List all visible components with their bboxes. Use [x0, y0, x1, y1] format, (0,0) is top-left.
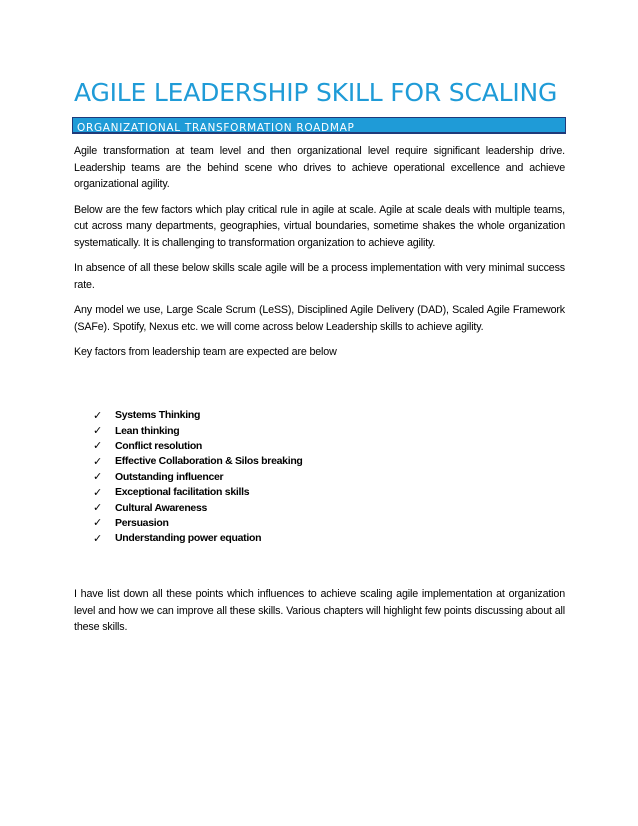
page-title: AGILE LEADERSHIP SKILL FOR SCALING — [74, 78, 558, 107]
paragraph-factors: Below are the few factors which play critical rule in agile at scale. Agile at scale deals with multiple teams, cut across many departments, geographies, virtual boundaries, sometime shakes the whole organization systematically. It is challenging to transformation organization to achieve agility. — [74, 203, 565, 249]
checklist-item — [93, 454, 565, 469]
paragraph-key-factors: Key factors from leadership team are expected are below — [74, 346, 337, 358]
checklist-item-label: Conflict resolution — [115, 439, 203, 452]
paragraph-intro: Agile transformation at team level and then organizational level require significant leadership drive. Leadership teams are the behind scene who drives to achieve operational excellence and achieve organizational agility. — [74, 145, 565, 190]
check-mark-icon: ✓ — [93, 424, 102, 438]
spacer — [74, 370, 565, 408]
checklist-item — [93, 484, 565, 499]
checklist-item — [93, 531, 565, 546]
subtitle-text: ORGANIZATIONAL TRANSFORMATION ROADMAP — [77, 122, 355, 134]
checklist-item-label: Persuasion — [115, 516, 169, 529]
check-mark-icon: ✓ — [93, 485, 102, 499]
checklist-item-label: Outstanding influencer — [115, 470, 224, 483]
check-mark-icon: ✓ — [93, 439, 102, 453]
check-mark-icon: ✓ — [93, 501, 102, 515]
checklist-item-label: Lean thinking — [115, 424, 180, 437]
document-body — [74, 143, 565, 645]
check-mark-icon: ✓ — [93, 408, 102, 422]
checklist-item-label: Exceptional facilitation skills — [115, 486, 250, 499]
spacer — [74, 546, 565, 586]
paragraph-absence: In absence of all these below skills scale agile will be a process implementation with very minimal success rate. — [74, 262, 565, 291]
checklist-item-label: Cultural Awareness — [115, 501, 208, 514]
check-mark-icon: ✓ — [93, 454, 102, 468]
paragraph-closing: I have list down all these points which influences to achieve scaling agile implementation at organization level and how we can improve all these skills. Various chapters will highlight few points discussing about all these skills. — [74, 588, 565, 634]
checklist-item-label: Understanding power equation — [115, 532, 262, 545]
checklist-item-label: Systems Thinking — [115, 409, 201, 422]
checklist-item — [93, 515, 565, 530]
checklist-item-label: Effective Collaboration & Silos breaking — [115, 455, 303, 468]
paragraph-models: Any model we use, Large Scale Scrum (LeSS), Disciplined Agile Delivery (DAD), Scaled Agile Framework (SAFe). Spotify, Nexus etc. we will come across below Leadership skills to achieve agility. — [74, 304, 565, 333]
skills-checklist — [74, 408, 565, 547]
check-mark-icon: ✓ — [93, 470, 102, 484]
checklist-item — [93, 469, 565, 484]
checklist-item — [93, 408, 565, 423]
checklist-item — [93, 423, 565, 438]
check-mark-icon: ✓ — [93, 531, 102, 545]
checklist-item — [93, 438, 565, 453]
checklist-item — [93, 500, 565, 515]
subtitle-banner — [72, 117, 566, 134]
check-mark-icon: ✓ — [93, 516, 102, 530]
